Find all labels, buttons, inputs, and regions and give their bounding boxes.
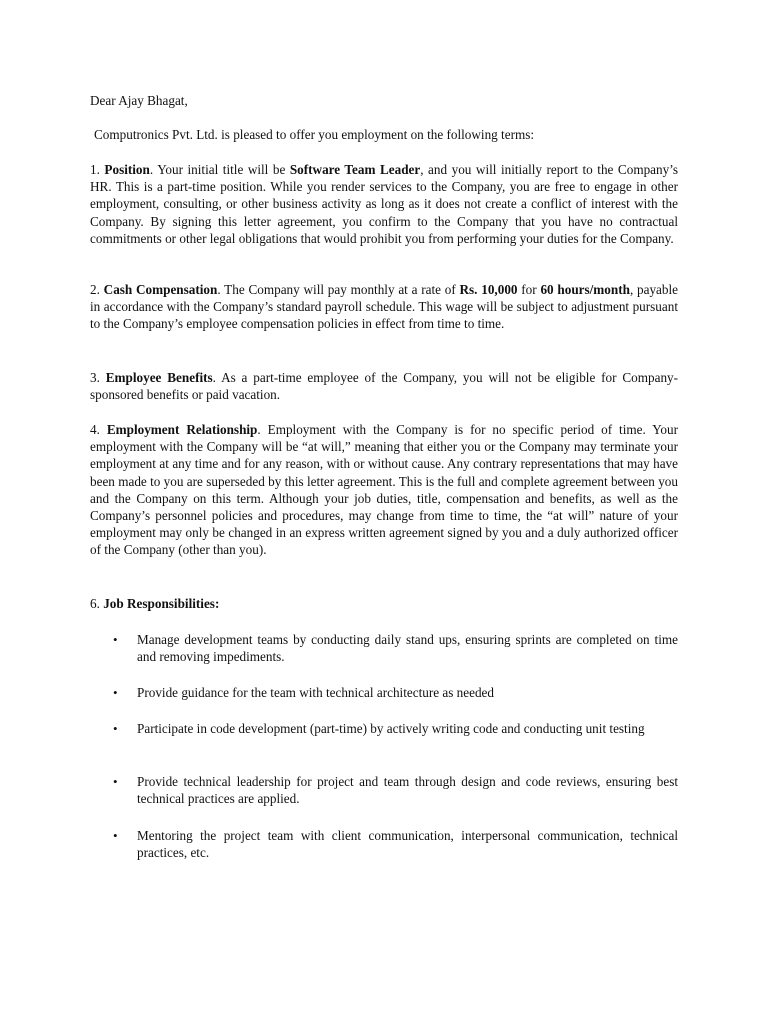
section-number: 2. <box>90 282 100 297</box>
section-text: , payable in accordance with the Company’s standard payroll schedule. This wage will be subject to adjustment pursuant to the Company’s employee compensation policies in effect from time to time. <box>90 282 679 332</box>
section-position <box>90 161 678 247</box>
section-number: 6. <box>90 596 100 611</box>
section-number: 1. <box>90 162 100 177</box>
section-heading: Employment Relationship <box>106 422 258 437</box>
section-responsibilities <box>90 595 678 612</box>
list-item-text: Participate in code development (part-time) by actively writing code and conducting unit testing <box>137 721 645 736</box>
list-item-text: Provide technical leadership for project and team through design and code reviews, ensuring best technical practices are applied. <box>137 774 678 807</box>
list-item-text: Manage development teams by conducting daily stand ups, ensuring sprints are completed on time and removing impediments. <box>137 632 678 665</box>
section-benefits <box>90 369 678 403</box>
section-number: 3. <box>90 370 100 385</box>
section-heading: Employee Benefits <box>105 370 213 385</box>
section-text: , and you will initially report to the Company’s HR. This is a part-time position. While you render services to the Company, you are free to engage in other employment, consulting, or other business activity as long as it does not create a conflict of interest with the Company. By signing this letter agreement, you confirm to the Company that you have no contractual commitments or other legal obligations that would prohibit you from performing your duties for the Company. <box>90 162 679 246</box>
section-relationship <box>90 421 678 559</box>
salutation: Dear Ajay Bhagat, <box>90 93 188 108</box>
bullet-icon: • <box>113 721 118 736</box>
section-number: 4. <box>90 422 100 437</box>
hours-per-month: 60 hours/month <box>540 282 630 297</box>
section-text: for <box>517 282 541 297</box>
section-compensation <box>90 281 678 333</box>
section-heading: Position <box>104 162 150 177</box>
bullet-icon: • <box>113 685 118 700</box>
section-text: . Your initial title will be <box>149 162 290 177</box>
bullet-icon: • <box>113 632 118 647</box>
bullet-icon: • <box>113 828 118 843</box>
list-item-text: Provide guidance for the team with technical architecture as needed <box>137 685 495 700</box>
section-text: . Employment with the Company is for no specific period of time. Your employment with the Company will be “at will,” meaning that either you or the Company may terminate your employment at any time and for any reason, with or without cause. Any contrary representations that may have been made to you are superseded by this letter agreement. This is the full and complete agreement between you and the Company on this term. Although your job duties, title, compensation and benefits, as well as the Company’s personnel policies and procedures, may change from time to time, the “at will” nature of your employment may only be changed in an express written agreement signed by you and a duly authorized officer of the Company (other than you). <box>90 422 678 558</box>
job-title: Software Team Leader <box>289 162 421 177</box>
intro-paragraph: Computronics Pvt. Ltd. is pleased to offer you employment on the following terms: <box>94 127 535 142</box>
list-item-text: Mentoring the project team with client communication, interpersonal communication, technical practices, etc. <box>137 828 678 861</box>
pay-rate: Rs. 10,000 <box>459 282 518 297</box>
section-text: . The Company will pay monthly at a rate of <box>217 282 460 297</box>
section-text: . As a part-time employee of the Company, you will not be eligible for Company-sponsored benefits or paid vacation. <box>90 370 679 403</box>
section-heading: Job Responsibilities: <box>103 596 220 611</box>
section-heading: Cash Compensation <box>103 282 218 297</box>
bullet-icon: • <box>113 774 118 789</box>
